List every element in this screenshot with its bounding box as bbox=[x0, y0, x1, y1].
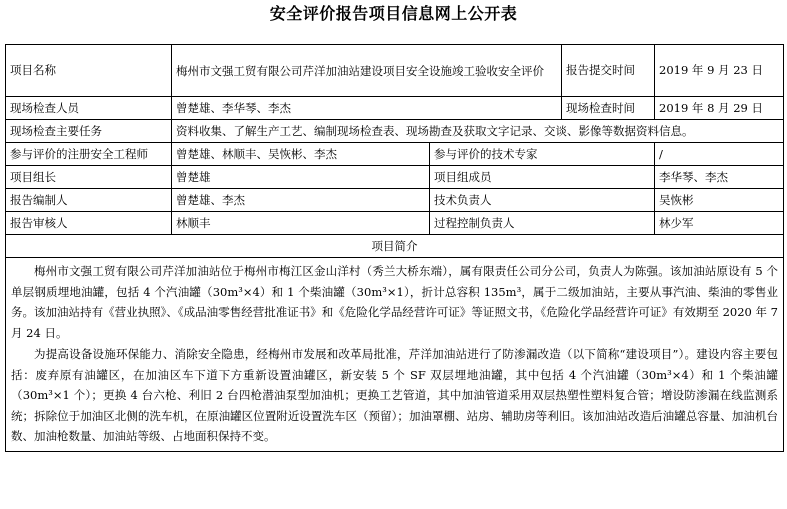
compilers-value: 曾楚雄、李杰 bbox=[172, 189, 430, 212]
project-name-label: 项目名称 bbox=[6, 45, 172, 97]
row-team bbox=[6, 166, 784, 189]
inspection-time-label: 现场检查时间 bbox=[562, 97, 655, 120]
tech-lead-label: 技术负责人 bbox=[430, 189, 655, 212]
row-project-name bbox=[6, 45, 784, 97]
engineers-label: 参与评价的注册安全工程师 bbox=[6, 143, 172, 166]
reviewers-label: 报告审核人 bbox=[6, 212, 172, 235]
team-leader-label: 项目组长 bbox=[6, 166, 172, 189]
main-tasks-value: 资料收集、了解生产工艺、编制现场检查表、现场勘查及获取文字记录、交谈、影像等数据资料信息。 bbox=[172, 120, 784, 143]
intro-body bbox=[6, 258, 784, 452]
row-inspectors bbox=[6, 97, 784, 120]
inspectors-value: 曾楚雄、李华琴、李杰 bbox=[172, 97, 562, 120]
inspectors-label: 现场检查人员 bbox=[6, 97, 172, 120]
reviewers-value: 林顺丰 bbox=[172, 212, 430, 235]
team-members-value: 李华琴、李杰 bbox=[655, 166, 784, 189]
main-tasks-label: 现场检查主要任务 bbox=[6, 120, 172, 143]
info-table bbox=[5, 44, 784, 452]
row-engineers bbox=[6, 143, 784, 166]
engineers-value: 曾楚雄、林顺丰、吴恢彬、李杰 bbox=[172, 143, 430, 166]
compilers-label: 报告编制人 bbox=[6, 189, 172, 212]
intro-paragraph-2: 为提高设备设施环保能力、消除安全隐患，经梅州市发展和改革局批准，芹洋加油站进行了防渗漏改造（以下简称“建设项目”）。建设内容主要包括：废弃原有油罐区，在加油区车下道下方重新设置油罐区，新安装 5 个 SF 双层埋地油罐，其中包括 4 个汽油罐（30m³×4）和 1 个柴油罐（30m³×1 个）；更换 4 台六枪、利旧 2 台四枪潜油泵型加油机；更换工艺管道，其中加油管道采用双层热塑性塑料复合管；增设防渗漏在线监测系统；拆除位于加油区北侧的洗车机，在原油罐区位置附近设置洗车区（预留）；加油罩棚、站房、辅助房等利旧。该加油站改造后油罐总容量、加油机台数、加油枪数量、加油站等级、占地面积保持不变。 bbox=[11, 347, 778, 443]
team-leader-value: 曾楚雄 bbox=[172, 166, 430, 189]
inspection-time-value: 2019 年 8 月 29 日 bbox=[655, 97, 784, 120]
project-name-value: 梅州市文强工贸有限公司芹洋加油站建设项目安全设施竣工验收安全评价 bbox=[172, 45, 562, 97]
tech-lead-value: 吴恢彬 bbox=[655, 189, 784, 212]
row-compilers bbox=[6, 189, 784, 212]
team-members-label: 项目组成员 bbox=[430, 166, 655, 189]
experts-value: / bbox=[655, 143, 784, 166]
process-control-value: 林少军 bbox=[655, 212, 784, 235]
row-reviewers bbox=[6, 212, 784, 235]
document-title: 安全评价报告项目信息网上公开表 bbox=[269, 4, 518, 23]
intro-heading: 项目简介 bbox=[6, 235, 784, 258]
row-intro-body bbox=[6, 258, 784, 452]
submit-time-label: 报告提交时间 bbox=[562, 45, 655, 97]
row-intro-heading bbox=[6, 235, 784, 258]
submit-time-value: 2019 年 9 月 23 日 bbox=[655, 45, 784, 97]
intro-paragraph-1: 梅州市文强工贸有限公司芹洋加油站位于梅州市梅江区金山洋村（秀兰大桥东端），属有限责任公司分公司，负责人为陈强。该加油站原设有 5 个单层钢质埋地油罐，包括 4 个汽油罐（30m³×4）和 1 个柴油罐（30m³×1），折计总容积 135m³，属于二级加油站，主要从事汽油、柴油的零售业务。该加油站持有《营业执照》、《成品油零售经营批准证书》和《危险化学品经营许可证》等证照文书，《危险化学品经营许可证》有效期至 2020 年 7 月 24 日。 bbox=[11, 264, 778, 340]
process-control-label: 过程控制负责人 bbox=[430, 212, 655, 235]
experts-label: 参与评价的技术专家 bbox=[430, 143, 655, 166]
row-main-tasks bbox=[6, 120, 784, 143]
